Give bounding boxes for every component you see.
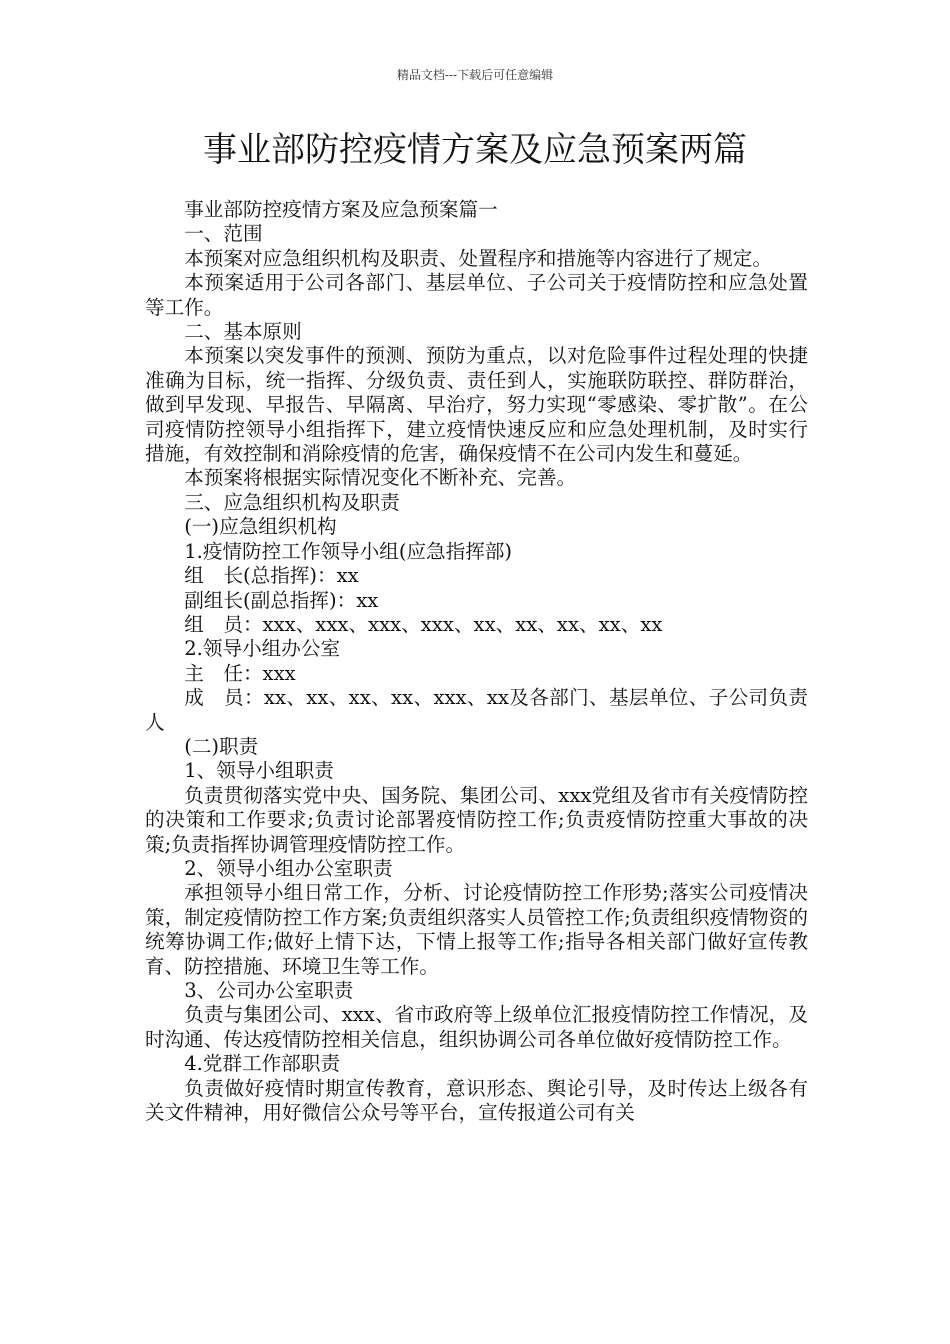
paragraph: 组 员：xxx、xxx、xxx、xxx、xx、xx、xx、xx、xx <box>184 612 663 636</box>
paragraph: 组 长(总指挥)：xx <box>184 564 359 588</box>
paragraph: (二)职责 <box>184 734 259 758</box>
paragraph: 二、基本原则 <box>184 320 302 344</box>
document-body <box>145 198 808 1125</box>
paragraph: 4.党群工作部职责 <box>184 1052 341 1076</box>
paragraph: 三、应急组织机构及职责 <box>184 490 400 514</box>
paragraph: 负责做好疫情时期宣传教育，意识形态、舆论引导，及时传达上级各有关文件精神，用好微信公众号等平台，宣传报道公司有关 <box>145 1076 808 1125</box>
paragraph: 一、范围 <box>184 222 263 246</box>
paragraph: 负责贯彻落实党中央、国务院、集团公司、xxx党组及省市有关疫情防控的决策和工作要求;负责讨论部署疫情防控工作;负责疫情防控重大事故的决策;负责指挥协调管理疫情防控工作。 <box>145 783 808 856</box>
paragraph: 本预案将根据实际情况变化不断补充、完善。 <box>184 466 577 490</box>
header-note: 精品文档---下载后可任意编辑 <box>396 68 554 82</box>
paragraph: 成 员：xx、xx、xx、xx、xxx、xx及各部门、基层单位、子公司负责人 <box>145 686 808 734</box>
paragraph: 2.领导小组办公室 <box>184 637 341 661</box>
paragraph: 3、公司办公室职责 <box>184 979 354 1002</box>
paragraph: (一)应急组织机构 <box>184 515 337 539</box>
paragraph: 负责与集团公司、xxx、省市政府等上级单位汇报疫情防控工作情况，及时沟通、传达疫情防控相关信息，组织协调公司各单位做好疫情防控工作。 <box>145 1003 808 1051</box>
paragraph: 本预案适用于公司各部门、基层单位、子公司关于疫情防控和应急处置等工作。 <box>145 271 808 319</box>
paragraph: 1.疫情防控工作领导小组(应急指挥部) <box>184 539 513 563</box>
document-title: 事业部防控疫情方案及应急预案两篇 <box>203 130 747 170</box>
paragraph: 承担领导小组日常工作，分析、讨论疫情防控工作形势;落实公司疫情决策，制定疫情防控工作方案;负责组织落实人员管控工作;负责组织疫情物资的统筹协调工作;做好上情下达，下情上报等工作;指导各相关部门做好宣传教育、防控措施、环境卫生等工作。 <box>145 881 808 978</box>
paragraph: 主 任：xxx <box>184 661 296 685</box>
paragraph: 2、领导小组办公室职责 <box>184 856 393 880</box>
paragraph: 事业部防控疫情方案及应急预案篇一 <box>184 198 498 221</box>
paragraph: 1、领导小组职责 <box>184 759 334 783</box>
paragraph: 本预案对应急组织机构及职责、处置程序和措施等内容进行了规定。 <box>184 246 772 270</box>
paragraph: 本预案以突发事件的预测、预防为重点，以对危险事件过程处理的快捷准确为目标，统一指挥、分级负责、责任到人，实施联防联控、群防群治，做到早发现、早报告、早隔离、早治疗，努力实现“零感染、零扩散”。在公司疫情防控领导小组指挥下，建立疫情快速反应和应急处理机制，及时实行措施，有效控制和消除疫情的危害，确保疫情不在公司内发生和蔓延。 <box>145 344 808 466</box>
paragraph: 副组长(副总指挥)：xx <box>184 588 379 612</box>
